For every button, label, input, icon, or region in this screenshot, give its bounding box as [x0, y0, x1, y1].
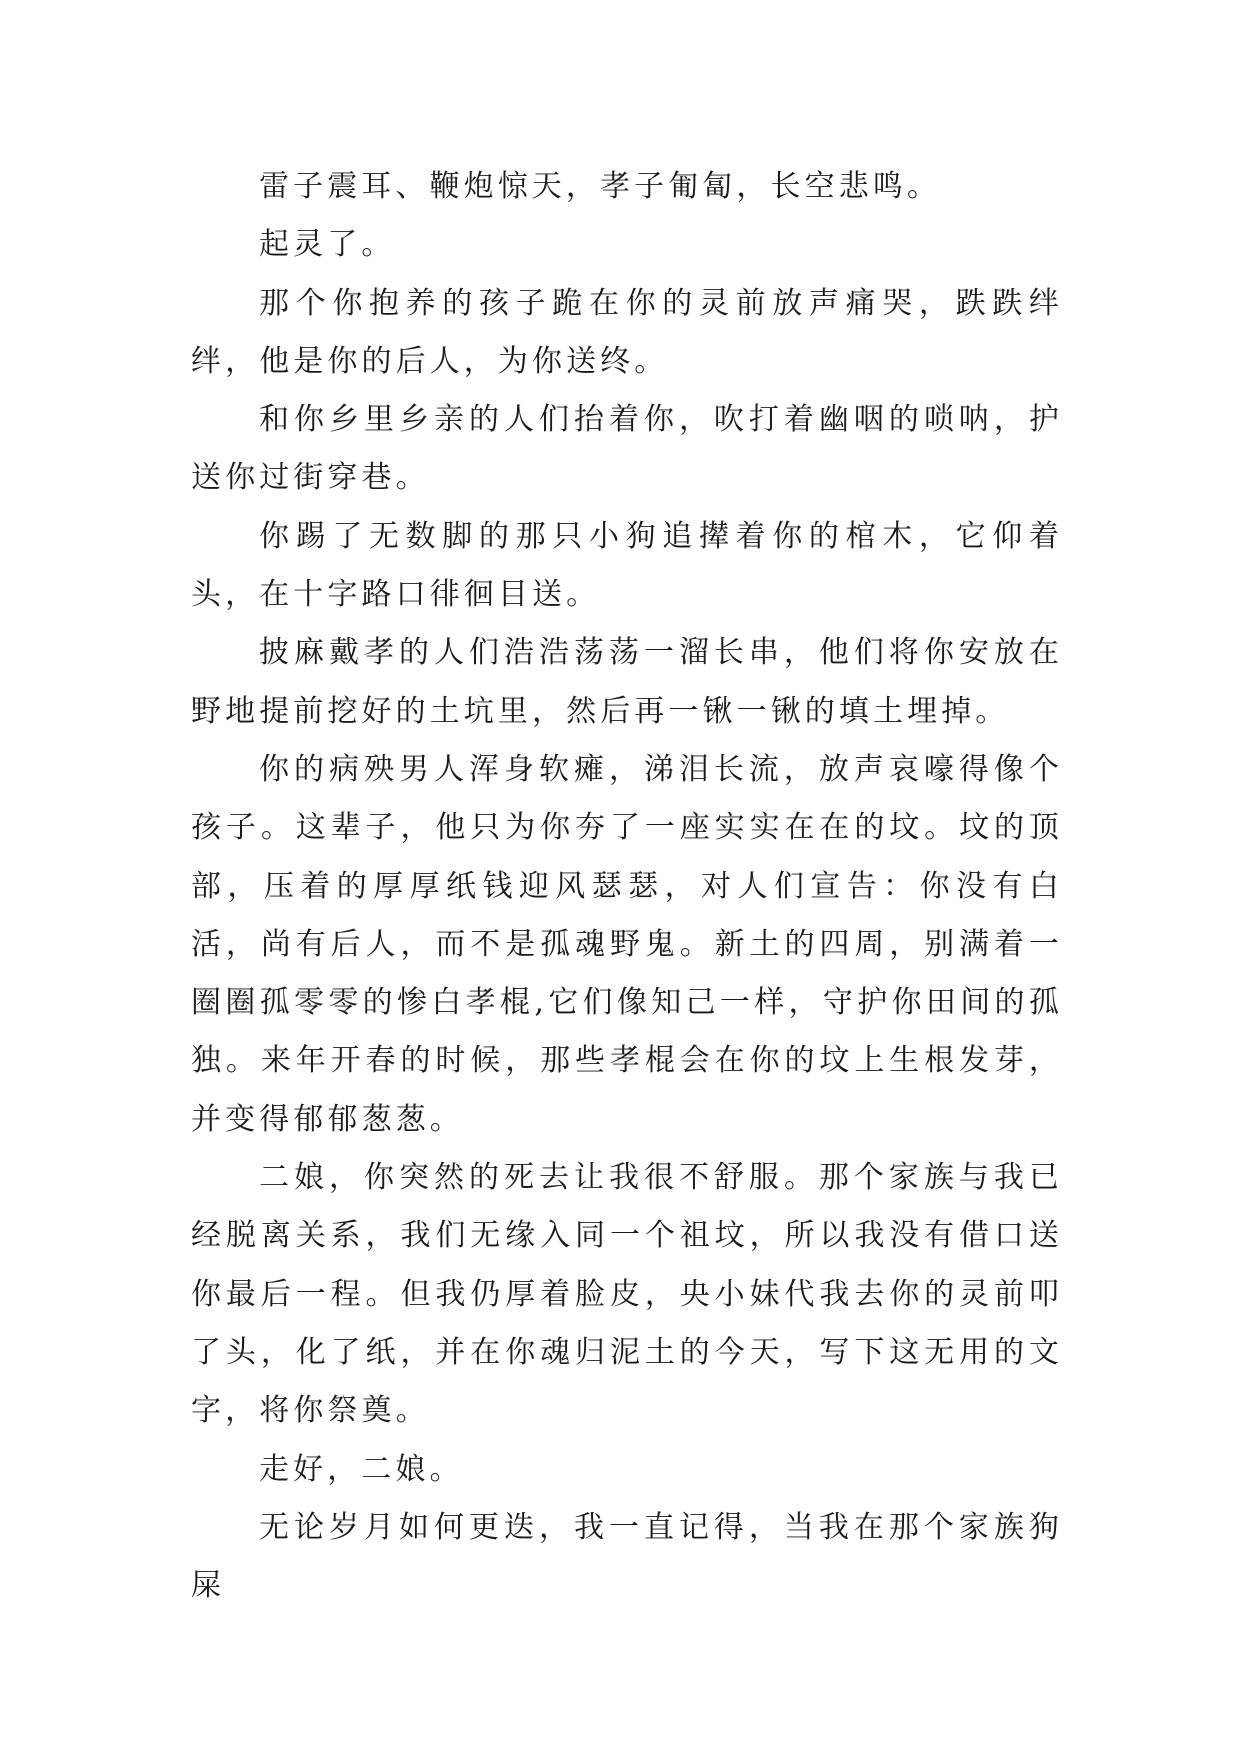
paragraph: 披麻戴孝的人们浩浩荡荡一溜长串，他们将你安放在野地提前挖好的土坑里，然后再一锹一锹的填土埋掉。 [191, 635, 1063, 729]
paragraph: 你的病殃男人浑身软瘫，涕泪长流，放声哀嚎得像个孩子。这辈子，他只为你夯了一座实实在在的坟。坟的顶部，压着的厚厚纸钱迎风瑟瑟，对人们宣告：你没有白活，尚有后人，而不是孤魂野鬼。新土的四周，别满着一圈圈孤零零的惨白孝棍,它们像知己一样，守护你田间的孤独。来年开春的时候，那些孝棍会在你的坟上生根发芽，并变得郁郁葱葱。 [191, 751, 1063, 1137]
body-text [191, 158, 1063, 1615]
paragraph: 无论岁月如何更迭，我一直记得，当我在那个家族狗屎 [191, 1509, 1063, 1604]
paragraph: 雷子震耳、鞭炮惊天，孝子匍匐，长空悲鸣。 [259, 169, 941, 204]
paragraph: 走好，二娘。 [259, 1451, 464, 1487]
paragraph: 和你乡里乡亲的人们抬着你，吹打着幽咽的唢呐，护送你过街穿巷。 [191, 402, 1063, 496]
paragraph: 那个你抱养的孩子跪在你的灵前放声痛哭，跌跌绊绊，他是你的后人，为你送终。 [191, 285, 1063, 379]
paragraph: 二娘，你突然的死去让我很不舒服。那个家族与我已经脱离关系，我们无缘入同一个祖坟，所以我没有借口送你最后一程。但我仍厚着脸皮，央小妹代我去你的灵前叩了头，化了纸，并在你魂归泥土的今天，写下这无用的文字，将你祭奠。 [191, 1160, 1063, 1429]
paragraph: 起灵了。 [259, 227, 396, 263]
paragraph: 你踢了无数脚的那只小狗追撵着你的棺木，它仰着头，在十字路口徘徊目送。 [191, 518, 1063, 613]
